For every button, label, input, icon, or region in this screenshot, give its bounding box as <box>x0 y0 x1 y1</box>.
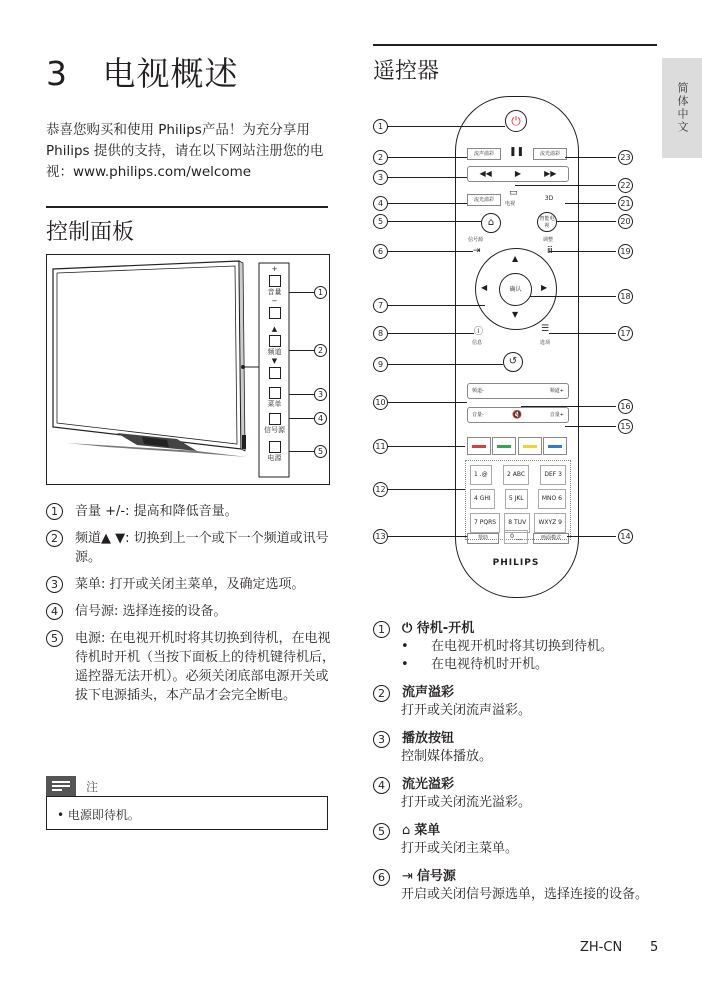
bullet-text: 在电视待机时开机。 <box>431 657 549 672</box>
item-desc: 打开或关闭流声溢彩。 <box>401 703 532 718</box>
language-tab: 简体中文 <box>662 58 702 158</box>
remote-callout-17: 17 <box>618 326 633 341</box>
volume-down-button[interactable]: 音量- <box>472 412 484 418</box>
remote-callout-9: 9 <box>373 357 388 372</box>
ok-button[interactable]: 确认 <box>499 273 532 306</box>
remote-callout-line <box>521 406 616 407</box>
channel-up-sign: ▲ <box>271 325 278 333</box>
remote-callout-line <box>388 333 474 334</box>
chapter-number: 3 <box>46 54 68 93</box>
remote-callout-5: 5 <box>373 214 388 229</box>
rewind-icon[interactable]: ◀◀ <box>479 169 492 178</box>
source-label: 信号源 <box>468 237 484 243</box>
remote-callout-13: 13 <box>373 529 388 544</box>
power-icon[interactable]: ⏻ <box>505 110 527 132</box>
source-label: 信号源 <box>264 426 285 434</box>
list-item <box>46 529 336 567</box>
nav-right-icon[interactable]: ▶ <box>541 283 548 292</box>
list-item <box>373 620 663 674</box>
tv-control-panel-diagram <box>46 254 330 485</box>
options-label: 选项 <box>540 340 551 346</box>
remote-callout-line <box>388 177 467 178</box>
bullet: • 在电视开机时将其切换到待机。 <box>401 639 614 654</box>
item-title: 播放按钮 <box>402 731 455 746</box>
list-item <box>46 629 336 705</box>
item-desc: 控制媒体播放。 <box>401 749 493 764</box>
tv-icon[interactable]: ▭ <box>509 188 518 198</box>
item-text: 菜单: 打开或关闭主菜单，及确定选项。 <box>75 577 305 592</box>
nav-left-icon[interactable]: ◀ <box>481 283 488 292</box>
item-number: 5 <box>373 823 390 840</box>
remote-callout-line <box>530 296 616 297</box>
control-panel-list <box>46 502 336 713</box>
green-key[interactable] <box>492 437 516 455</box>
note-box <box>46 776 328 830</box>
item-title: 信号源 <box>416 869 456 884</box>
item-title: 菜单 <box>414 823 441 838</box>
channel-rocker <box>467 383 569 399</box>
panel-power-group <box>260 441 289 463</box>
panel-volume-group <box>260 265 289 319</box>
channel-down-button[interactable] <box>269 367 281 379</box>
remote-item-list <box>373 620 663 914</box>
key-4[interactable]: 4 GHI <box>470 489 495 509</box>
key-8[interactable]: 8 TUV <box>504 513 530 533</box>
play-icon[interactable]: ▶ <box>514 169 522 178</box>
remote-callout-11: 11 <box>373 439 388 454</box>
remote-callout-4: 4 <box>373 196 388 211</box>
3d-button[interactable]: 3D <box>544 195 554 202</box>
nav-up-icon[interactable]: ▲ <box>512 254 519 263</box>
home-icon[interactable]: ⌂ <box>481 213 501 233</box>
remote-callout-1: 1 <box>373 119 388 134</box>
item-number: 4 <box>373 777 390 794</box>
brand-logo: PHILIPS <box>492 558 540 568</box>
volume-rocker <box>467 407 569 423</box>
item-number: 5 <box>46 630 63 647</box>
power-button[interactable] <box>269 441 281 453</box>
mute-icon[interactable]: 🔇 <box>512 410 522 419</box>
pause-icon[interactable]: ❚❚ <box>509 147 525 157</box>
number-pad <box>465 460 571 540</box>
channel-down-button[interactable]: 频道- <box>472 388 484 394</box>
power-label: 电源 <box>267 454 282 462</box>
smart-tv-button[interactable]: 智能电视 <box>537 212 557 232</box>
callout-3: 3 <box>314 388 327 401</box>
nav-down-icon[interactable]: ▼ <box>512 310 519 319</box>
callout-5: 5 <box>314 445 327 458</box>
chapter-title-text: 电视概述 <box>102 54 239 93</box>
color-keys <box>467 437 567 455</box>
remote-callout-line <box>388 203 467 204</box>
callout-line-1 <box>289 292 315 293</box>
fast-forward-icon[interactable]: ▶▶ <box>544 169 557 178</box>
section-rule <box>46 206 328 208</box>
key-0[interactable]: 0 __ <box>504 530 528 544</box>
list-item <box>373 730 663 766</box>
remote-callout-14: 14 <box>618 529 633 544</box>
item-desc: 开启或关闭信号源选单，选择连接的设备。 <box>401 887 649 902</box>
volume-plus-sign: + <box>271 265 278 273</box>
remote-diagram <box>373 96 663 606</box>
callout-4: 4 <box>314 412 327 425</box>
remote-callout-line <box>565 426 616 427</box>
list-item <box>373 776 663 812</box>
item-number: 4 <box>46 603 63 620</box>
remote-callout-line <box>549 333 616 334</box>
key-2[interactable]: 2 ABC <box>503 465 529 485</box>
note-label: 注 <box>86 779 99 794</box>
remote-callout-line <box>388 221 481 222</box>
tv-label: 电视 <box>505 201 516 207</box>
remote-callout-8: 8 <box>373 326 388 341</box>
callout-2: 2 <box>314 344 327 357</box>
remote-callout-line <box>388 157 467 158</box>
remote-callout-3: 3 <box>373 170 388 185</box>
adjust-icon[interactable]: ⅲ <box>547 246 553 256</box>
callout-line-3 <box>289 394 315 395</box>
info-label: 信息 <box>472 340 483 346</box>
key-7[interactable]: 7 PQRS <box>470 513 500 533</box>
channel-up-button[interactable]: 频道+ <box>549 388 564 394</box>
note-header <box>46 776 328 796</box>
key-1[interactable]: 1 .@ <box>470 465 492 485</box>
help-button[interactable]: 帮助 <box>467 533 499 544</box>
playback-buttons <box>467 166 569 182</box>
item-text: 电源: 在电视开机时将其切换到待机，在电视待机时开机（当按下面板上的待机键待机后，遥控器无法开机）。必须关闭底部电源开关或拔下电源插头，本产品才会完全断电。 <box>75 631 336 703</box>
item-title: 流光溢彩 <box>402 777 455 792</box>
volume-up-button[interactable]: 音量+ <box>549 412 564 418</box>
item-number: 6 <box>373 869 390 886</box>
item-title: 流声溢彩 <box>402 685 455 700</box>
intro-paragraph: 恭喜您购买和使用 Philips产品！为充分享用Philips 提供的支持，请在以下网站注册您的电视：www.philips.com/welcome <box>46 122 324 180</box>
remote-callout-21: 21 <box>618 196 633 211</box>
menu-button[interactable] <box>269 387 281 399</box>
remote-callout-15: 15 <box>618 419 633 434</box>
volume-up-button[interactable] <box>269 275 281 287</box>
list-item <box>373 868 663 904</box>
source-icon: ⇥ <box>402 869 413 884</box>
source-icon[interactable]: ⇥ <box>473 246 481 256</box>
remote-heading: 遥控器 <box>373 59 440 84</box>
footer-language: ZH-CN <box>580 940 623 955</box>
channel-up-button[interactable] <box>269 335 281 347</box>
remote-callout-line <box>549 251 616 252</box>
remote-callout-line <box>567 536 616 537</box>
item-text: 频道▲ ▼: 切换到上一个或下一个频道或讯号源。 <box>75 531 329 565</box>
key-9[interactable]: WXYZ 9 <box>534 513 566 533</box>
remote-callout-18: 18 <box>618 289 633 304</box>
callout-1: 1 <box>314 286 327 299</box>
remote-callout-6: 6 <box>373 244 388 259</box>
ambi-light-button-2[interactable]: 流光溢彩 <box>467 194 501 206</box>
bullet: • 在电视待机时开机。 <box>401 657 549 672</box>
remote-callout-line <box>388 489 465 490</box>
remote-callout-line <box>515 185 616 186</box>
key-5[interactable]: 5 JKL <box>505 489 528 509</box>
remote-callout-line <box>388 402 467 403</box>
remote-callout-23: 23 <box>618 150 633 165</box>
remote-callout-22: 22 <box>618 178 633 193</box>
section-rule <box>373 44 657 46</box>
volume-down-button[interactable] <box>269 307 281 319</box>
menu-label: 菜单 <box>267 400 282 408</box>
adjust-label: 调整 <box>543 237 554 243</box>
bullet-text: 在电视开机时将其切换到待机。 <box>431 639 614 654</box>
list-item <box>46 602 336 621</box>
remote-callout-line <box>388 126 505 127</box>
remote-callout-line <box>557 221 616 222</box>
list-item <box>46 575 336 594</box>
info-icon[interactable]: ⓘ <box>474 327 484 337</box>
options-icon[interactable]: ☰ <box>541 324 550 334</box>
item-number: 3 <box>373 731 390 748</box>
item-desc: 打开或关闭流光溢彩。 <box>401 795 532 810</box>
remote-callout-19: 19 <box>618 244 633 259</box>
picture-mode-button[interactable]: 画面模式 <box>533 533 569 544</box>
blue-key[interactable] <box>543 437 567 455</box>
panel-channel-group <box>260 325 289 379</box>
callout-line-4 <box>289 418 315 419</box>
red-key[interactable] <box>467 437 491 455</box>
back-icon[interactable]: ↺ <box>503 352 523 372</box>
remote-callout-line <box>565 157 616 158</box>
key-3[interactable]: DEF 3 <box>540 465 566 485</box>
remote-callout-line <box>388 305 485 306</box>
list-item <box>373 822 663 858</box>
remote-callout-7: 7 <box>373 298 388 313</box>
volume-minus-sign: − <box>271 297 278 305</box>
remote-callout-line <box>388 536 467 537</box>
panel-source-group <box>260 413 289 435</box>
volume-label: 音量 <box>267 288 282 296</box>
ambi-light-button[interactable]: 流光溢彩 <box>533 148 567 160</box>
item-number: 1 <box>373 621 390 638</box>
item-desc: 打开或关闭主菜单。 <box>401 841 519 856</box>
item-number: 1 <box>46 503 63 520</box>
item-number: 3 <box>46 576 63 593</box>
callout-line-5 <box>289 451 315 452</box>
remote-callout-12: 12 <box>373 482 388 497</box>
item-text: 信号源: 选择连接的设备。 <box>75 604 227 619</box>
source-button[interactable] <box>269 413 281 425</box>
channel-label: 频道 <box>267 348 282 356</box>
list-item <box>46 502 336 521</box>
page-number: 5 <box>650 940 659 955</box>
item-number: 2 <box>373 685 390 702</box>
panel-menu-group <box>260 387 289 409</box>
control-panel-heading: 控制面板 <box>46 220 135 245</box>
remote-callout-16: 16 <box>618 399 633 414</box>
home-icon: ⌂ <box>402 823 411 838</box>
note-icon <box>46 776 76 796</box>
yellow-key[interactable] <box>518 437 542 455</box>
key-6[interactable]: MNO 6 <box>538 489 566 509</box>
remote-callout-20: 20 <box>618 214 633 229</box>
remote-callout-line <box>565 203 616 204</box>
remote-callout-line <box>388 364 503 365</box>
remote-callout-2: 2 <box>373 150 388 165</box>
item-title: ⏻ 待机-开机 <box>402 621 475 636</box>
item-number: 2 <box>46 530 63 547</box>
remote-callout-line <box>388 446 465 447</box>
channel-down-sign: ▼ <box>271 357 278 365</box>
item-text: 音量 +/-: 提高和降低音量。 <box>75 504 238 519</box>
list-item <box>373 684 663 720</box>
remote-callout-10: 10 <box>373 395 388 410</box>
note-content: • 电源即待机。 <box>46 796 328 830</box>
ambi-sound-button[interactable]: 流声溢彩 <box>467 148 501 160</box>
remote-callout-line <box>388 251 473 252</box>
chapter-title <box>46 48 238 95</box>
callout-line-2 <box>289 350 315 351</box>
